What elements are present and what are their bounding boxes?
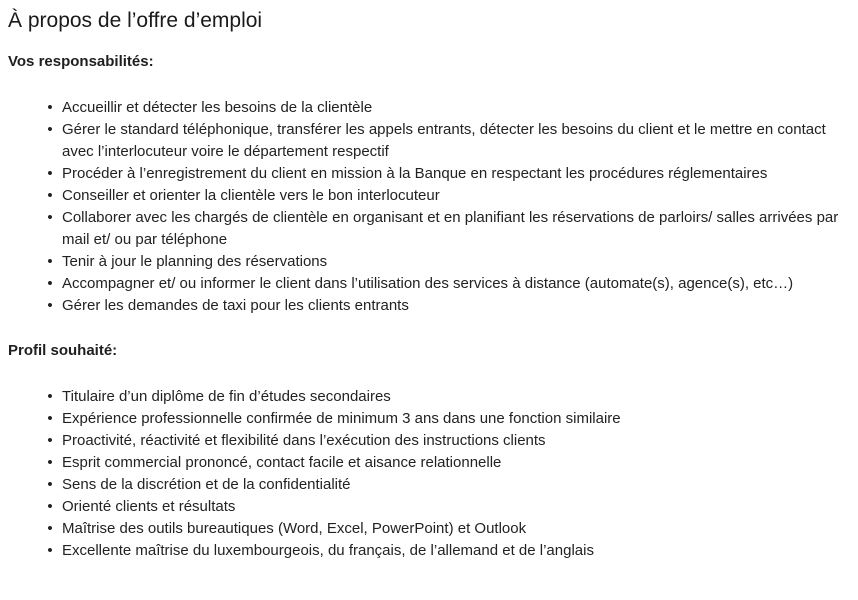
bullet-icon: • xyxy=(47,275,53,292)
bullet-icon: • xyxy=(47,520,53,537)
bullet-icon: • xyxy=(47,209,53,226)
list-item: • Proactivité, réactivité et flexibilité dans l’exécution des instructions clients xyxy=(62,430,850,452)
list-item: • Gérer les demandes de taxi pour les clients entrants xyxy=(62,295,850,317)
bullet-icon: • xyxy=(47,121,53,138)
list-item: • Maîtrise des outils bureautiques (Word, Excel, PowerPoint) et Outlook xyxy=(62,518,850,540)
bullet-icon: • xyxy=(47,542,53,559)
list-item: • Tenir à jour le planning des réservations xyxy=(62,251,850,273)
list-item: • Accompagner et/ ou informer le client dans l’utilisation des services à distance (automate(s), agence(s), etc…) xyxy=(62,273,850,295)
responsibilities-heading: Vos responsabilités: xyxy=(8,53,154,70)
profile-list xyxy=(8,386,850,562)
bullet-icon: • xyxy=(47,432,53,449)
bullet-icon: • xyxy=(47,476,53,493)
list-item: • Accueillir et détecter les besoins de la clientèle xyxy=(62,97,850,119)
list-item: • Collaborer avec les chargés de clientèle en organisant et en planifiant les réservations de parloirs/ salles arrivées par mail et/ ou par téléphone xyxy=(62,207,850,251)
bullet-icon: • xyxy=(47,410,53,427)
list-item: • Procéder à l’enregistrement du client en mission à la Banque en respectant les procédures réglementaires xyxy=(62,163,850,185)
bullet-icon: • xyxy=(47,165,53,182)
bullet-icon: • xyxy=(47,498,53,515)
list-item: • Conseiller et orienter la clientèle vers le bon interlocuteur xyxy=(62,185,850,207)
bullet-icon: • xyxy=(47,253,53,270)
bullet-icon: • xyxy=(47,454,53,471)
list-item: • Excellente maîtrise du luxembourgeois, du français, de l’allemand et de l’anglais xyxy=(62,540,850,562)
list-item: • Esprit commercial prononcé, contact facile et aisance relationnelle xyxy=(62,452,850,474)
responsibilities-list xyxy=(8,97,850,317)
bullet-icon: • xyxy=(47,297,53,314)
list-item: • Gérer le standard téléphonique, transférer les appels entrants, détecter les besoins du client et le mettre en contact avec l’interlocuteur voire le département respectif xyxy=(62,119,850,163)
list-item: • Expérience professionnelle confirmée de minimum 3 ans dans une fonction similaire xyxy=(62,408,850,430)
list-item: • Sens de la discrétion et de la confidentialité xyxy=(62,474,850,496)
list-item: • Titulaire d’un diplôme de fin d’études secondaires xyxy=(62,386,850,408)
bullet-icon: • xyxy=(47,187,53,204)
bullet-icon: • xyxy=(47,388,53,405)
profile-heading: Profil souhaité: xyxy=(8,342,118,359)
list-item: • Orienté clients et résultats xyxy=(62,496,850,518)
page-title: À propos de l’offre d’emploi xyxy=(8,9,263,32)
bullet-icon: • xyxy=(47,99,53,116)
